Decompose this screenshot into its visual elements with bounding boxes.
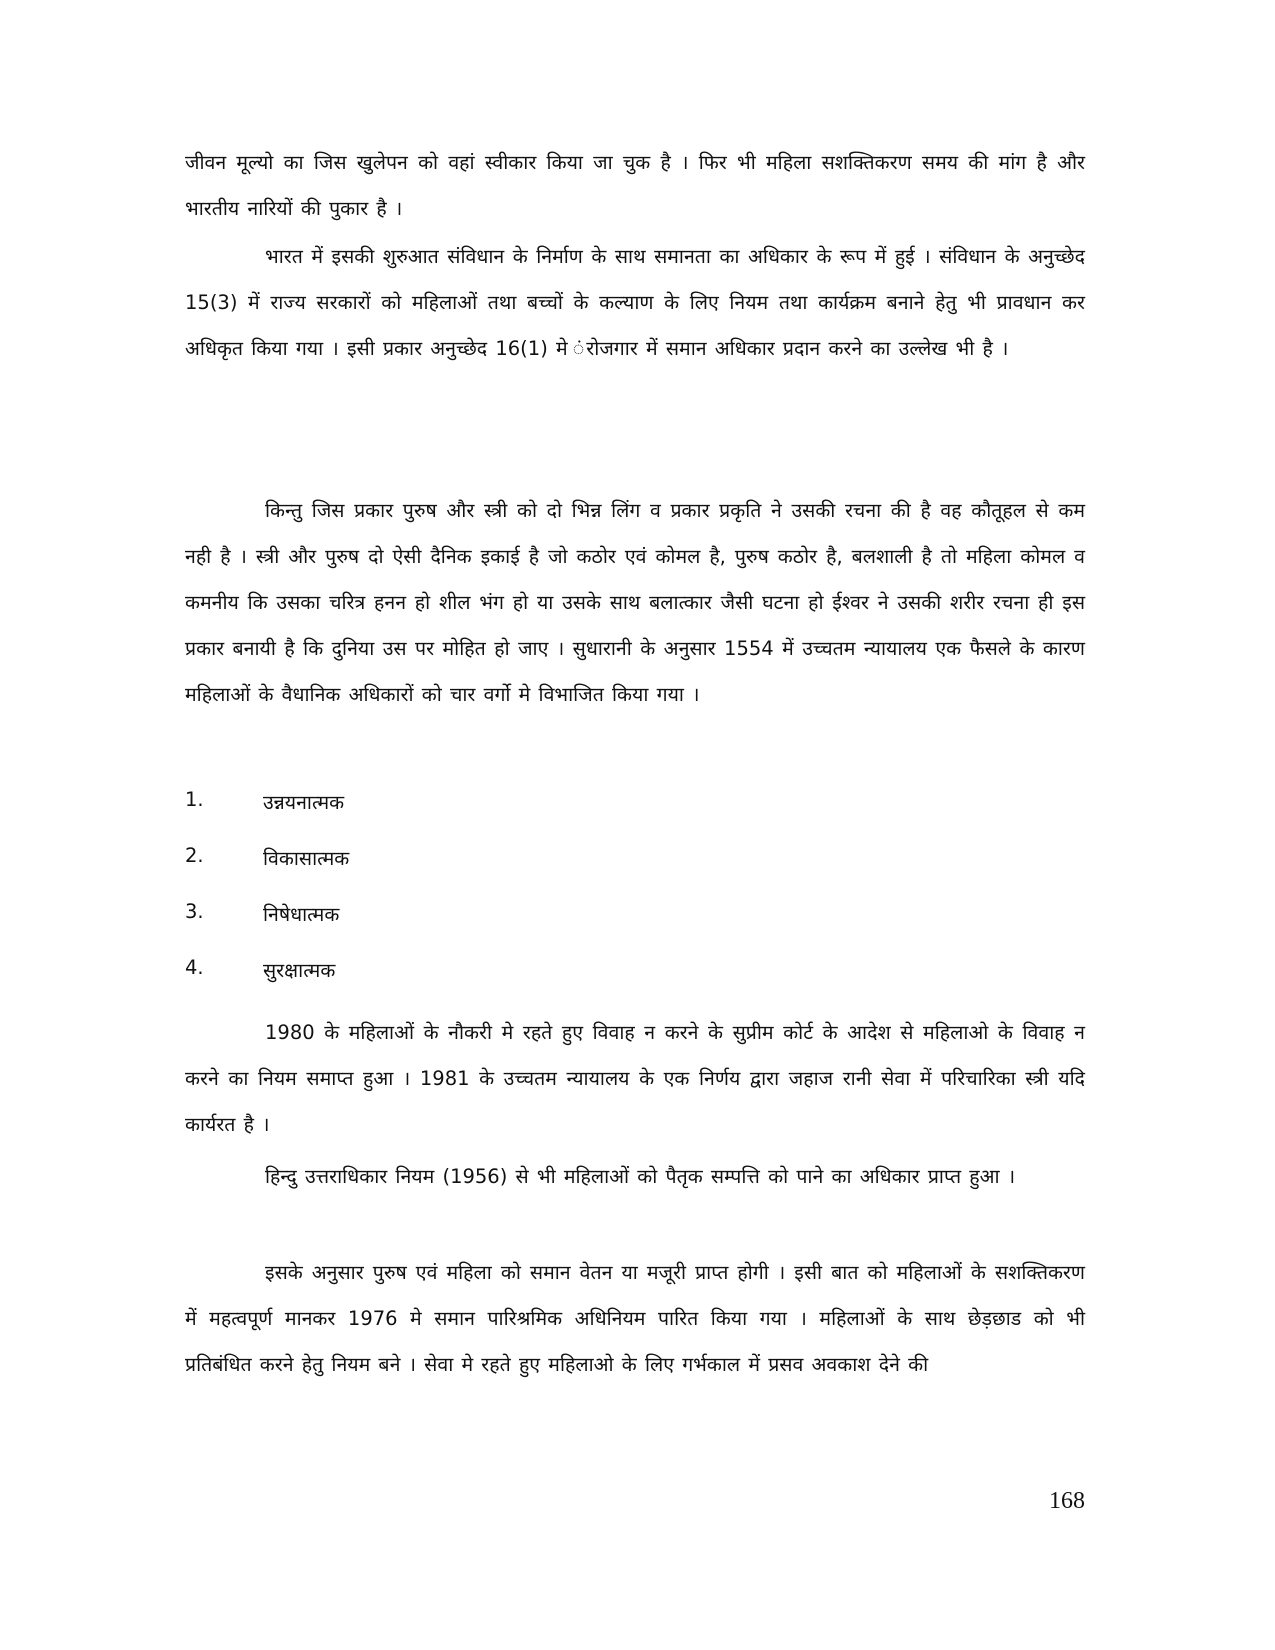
list-item-number: 2. [185, 844, 204, 867]
list-item-text: विकासात्मक [263, 847, 350, 870]
list-item-number: 3. [185, 900, 204, 923]
paragraph-6: इसके अनुसार पुरुष एवं महिला को समान वेतन या मजूरी प्राप्त होगी । इसी बात को महिलाओं के सशक्तिकरण में महत्वपूर्ण मानकर 1976 मे समान पारिश्रमिक अधिनियम पारित किया गया । महिलाओं के साथ छेड़छाड को भी प्रतिबंधित करने हेतु नियम बने । सेवा मे रहते हुए महिलाओ के लिए गर्भकाल में प्रसव अवकाश देने की [185, 1261, 1085, 1376]
list-item-text: उन्नयनात्मक [263, 791, 345, 814]
paragraph-1: जीवन मूल्यो का जिस खुलेपन को वहां स्वीकार किया जा चुक है । फिर भी महिला सशक्तिकरण समय की मांग है और भारतीय नारियों की पुकार है । [185, 151, 1085, 220]
list-item-text: सुरक्षात्मक [263, 959, 336, 982]
list-item-text: निषेधात्मक [263, 903, 340, 926]
paragraph-4: 1980 के महिलाओं के नौकरी मे रहते हुए विवाह न करने के सुप्रीम कोर्ट के आदेश से महिलाओ के विवाह न करने का नियम समाप्त हुआ । 1981 के उच्चतम न्यायालय के एक निर्णय द्वारा जहाज रानी सेवा में परिचारिका स्त्री यदि कार्यरत है । [185, 1021, 1085, 1136]
paragraph-3: किन्तु जिस प्रकार पुरुष और स्त्री को दो भिन्न लिंग व प्रकार प्रकृति ने उसकी रचना की है वह कौतूहल से कम नही है । स्त्री और पुरुष दो ऐसी दैनिक इकाई है जो कठोर एवं कोमल है, पुरुष कठोर है, बलशाली है तो महिला कोमल व कमनीय कि उसका चरित्र हनन हो शील भंग हो या उसके साथ बलात्कार जैसी घटना हो ईश्वर ने उसकी शरीर रचना ही इस प्रकार बनायी है कि दुनिया उस पर मोहित हो जाए । सुधारानी के अनुसार 1554 में उच्चतम न्यायालय एक फैसले के कारण महिलाओं के वैधानिक अधिकारों को चार वर्गो मे विभाजित किया गया । [185, 499, 1085, 706]
page-number: 168 [1049, 1488, 1085, 1514]
paragraph-5: हिन्दु उत्तराधिकार नियम (1956) से भी महिलाओं को पैतृक सम्पत्ति को पाने का अधिकार प्राप्त हुआ । [265, 1165, 1016, 1188]
list-item-number: 4. [185, 956, 204, 979]
paragraph-2: भारत में इसकी शुरुआत संविधान के निर्माण के साथ समानता का अधिकार के रूप में हुई । संविधान के अनुच्छेद 15(3) में राज्य सरकारों को महिलाओं तथा बच्चों के कल्याण के लिए नियम तथा कार्यक्रम बनाने हेतु भी प्रावधान कर अधिकृत किया गया । इसी प्रकार अनुच्छेद 16(1) मे ंरोजगार में समान अधिकार प्रदान करने का उल्लेख भी है । [185, 245, 1085, 360]
list-item-number: 1. [185, 788, 204, 811]
